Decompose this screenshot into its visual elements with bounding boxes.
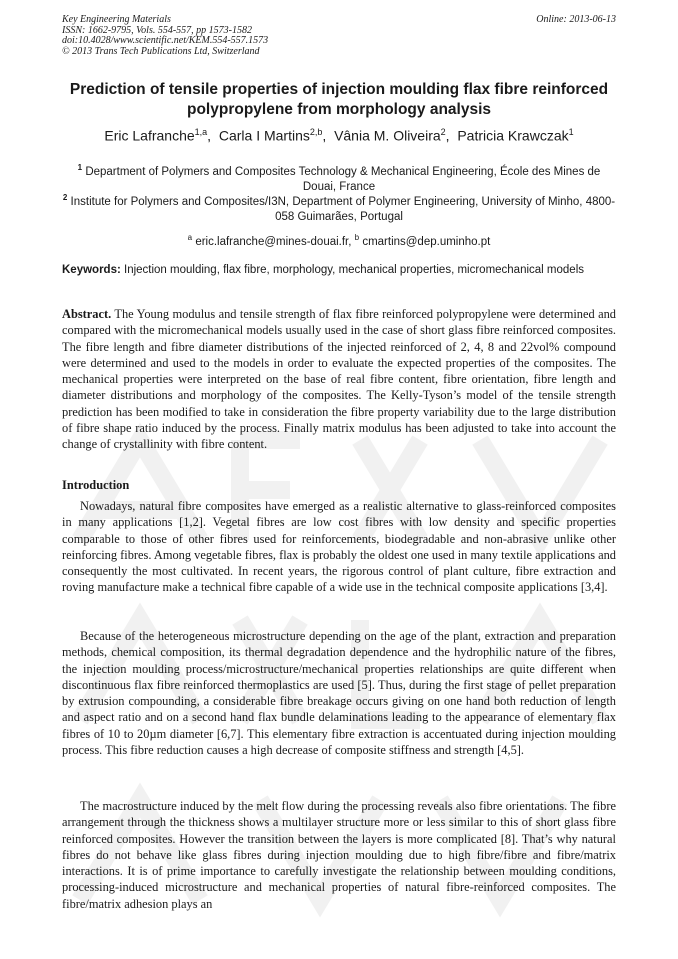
author-name: Eric Lafranche — [104, 127, 195, 144]
email-address: eric.lafranche@mines-douai.fr, — [195, 235, 352, 248]
abstract-label: Abstract. — [62, 307, 112, 321]
online-date: Online: 2013-06-13 — [536, 14, 616, 25]
email-sup: b — [354, 233, 360, 242]
author-sup: 1,a — [194, 127, 208, 137]
journal-name: Key Engineering Materials — [62, 14, 171, 25]
author-sup: 1 — [568, 127, 574, 137]
author-sup: 2,b — [309, 127, 323, 137]
author-name: Vânia M. Oliveira — [334, 127, 441, 144]
section-heading: Introduction — [62, 478, 130, 492]
author-sup: 2 — [440, 127, 446, 137]
paper-title: Prediction of tensile properties of injection moulding flax fibre reinforced polypropylene from morphology analysis — [69, 81, 609, 118]
keywords-block — [62, 263, 616, 278]
journal-header — [62, 15, 268, 57]
copyright-line: © 2013 Trans Tech Publications Ltd, Switzerland — [62, 45, 260, 57]
paragraph — [62, 498, 616, 596]
issn-line: ISSN: 1662-9795, Vols. 554-557, pp 1573-1582 — [62, 24, 252, 36]
affiliation-number: 1 — [77, 163, 83, 172]
abstract-block — [62, 306, 616, 453]
author-list: Eric Lafranche$^{1,a}$, Carla I Martins$^{2,b}$, Vânia M. Oliveira$^2$, Patricia Krawczak$^1$ — [104, 127, 574, 144]
affiliation-text: Institute for Polymers and Composites/I3N, Department of Polymer Engineering, University of Minho, 4800-058 Guimarães, Portugal — [70, 195, 616, 223]
author-name: Patricia Krawczak — [457, 127, 569, 144]
keywords-label: Keywords: — [62, 264, 121, 276]
abstract-text: The Young modulus and tensile strength of flax fibre reinforced polypropylene were determined and compared with the micromechanical models usually used in the case of short glass fibre reinforced composites. The fibre length and fibre diameter distributions of the injected reinforced of 2, 4, 8 and 22vol% compound were determined and used to the models in order to evaluate the expected properties of the composites. The mechanical properties were interpreted on the base of real fibre content, fibre orientation, fibre length and diameter distributions and morphology of the composites. The Kelly-Tyson’s model of the tensile strength prediction has been modified to take in consideration the fibre property variability due to the large distribution of fibre shape ratio induced by the process. Finally matrix modulus has been adjusted to take into account the change of crystallinity with fibre content. — [62, 307, 616, 452]
email-sup: a — [187, 233, 193, 242]
email-line — [62, 233, 616, 248]
paragraph — [62, 798, 616, 912]
doi-line: doi:10.4028/www.scientific.net/KEM.554-557.1573 — [62, 35, 269, 47]
paragraph — [62, 628, 616, 758]
paragraph-text: Because of the heterogeneous microstructure depending on the age of the plant, extraction and preparation methods, chemical composition, its thermal degradation dependence and the hydrophilic nature of the fibres, the injection moulding process/microstructure/mechanical properties relationships are quite different when discontinuous flax fibre reinforced thermoplastics are used [5]. Thus, during the first stage of pellet preparation by extrusion compounding, a considerable fibre breakage occurs giving on one hand both reduction of length and aspect ratio and on a second hand flax bundle delaminations leading to the appearance of elementary flax fibres of 10 to 20µm diameter [6,7]. This elementary fibre extraction is accentuated during injection moulding process. This fibre reduction causes a high decrease of composite stiffness and strength [4,5]. — [62, 629, 616, 758]
paragraph-text: Nowadays, natural fibre composites have emerged as a realistic alternative to glass-reinforced composites in many applications [1,2]. Vegetal fibres are low cost fibres with low density and specific properties comparable to those of other fibres used for reinforcements, biodegradable and non-abrasive unlike other reinforcing fibres. Among vegetable fibres, flax is probably the oldest one used in many textile applications and consequently the most cultivated. In recent years, the rigorous control of plant culture, fibre extraction and roving manufacture make a technical fibre capable of a wide use in the technical composite applications [3,4]. — [62, 499, 616, 595]
email-address: cmartins@dep.uminho.pt — [362, 235, 491, 248]
keywords-text: Injection moulding, flax fibre, morphology, mechanical properties, micromechanical models — [124, 264, 584, 276]
affiliation-2 — [62, 190, 616, 225]
affiliation-text: Department of Polymers and Composites Technology & Mechanical Engineering, École des Mines de Douai, France — [85, 165, 601, 193]
paragraph-text: The macrostructure induced by the melt flow during the processing reveals also fibre orientations. The fibre arrangement through the thickness shows a multilayer structure more or less similar to this of short glass fibre reinforced composites. However the transition between the layers is more complicated [8]. That’s why natural fibres do not behave like glass fibres during injection moulding due to high fibre/fibre and fibre/matrix interactions. It is of prime importance to carefully investigate the relationship between moulding conditions, processing-induced microstructure and mechanical properties of natural fibre-reinforced composites. The fibre/matrix adhesion plays an — [62, 799, 616, 911]
author-name: Carla I Martins — [218, 127, 310, 144]
affiliation-number: 2 — [62, 193, 68, 202]
